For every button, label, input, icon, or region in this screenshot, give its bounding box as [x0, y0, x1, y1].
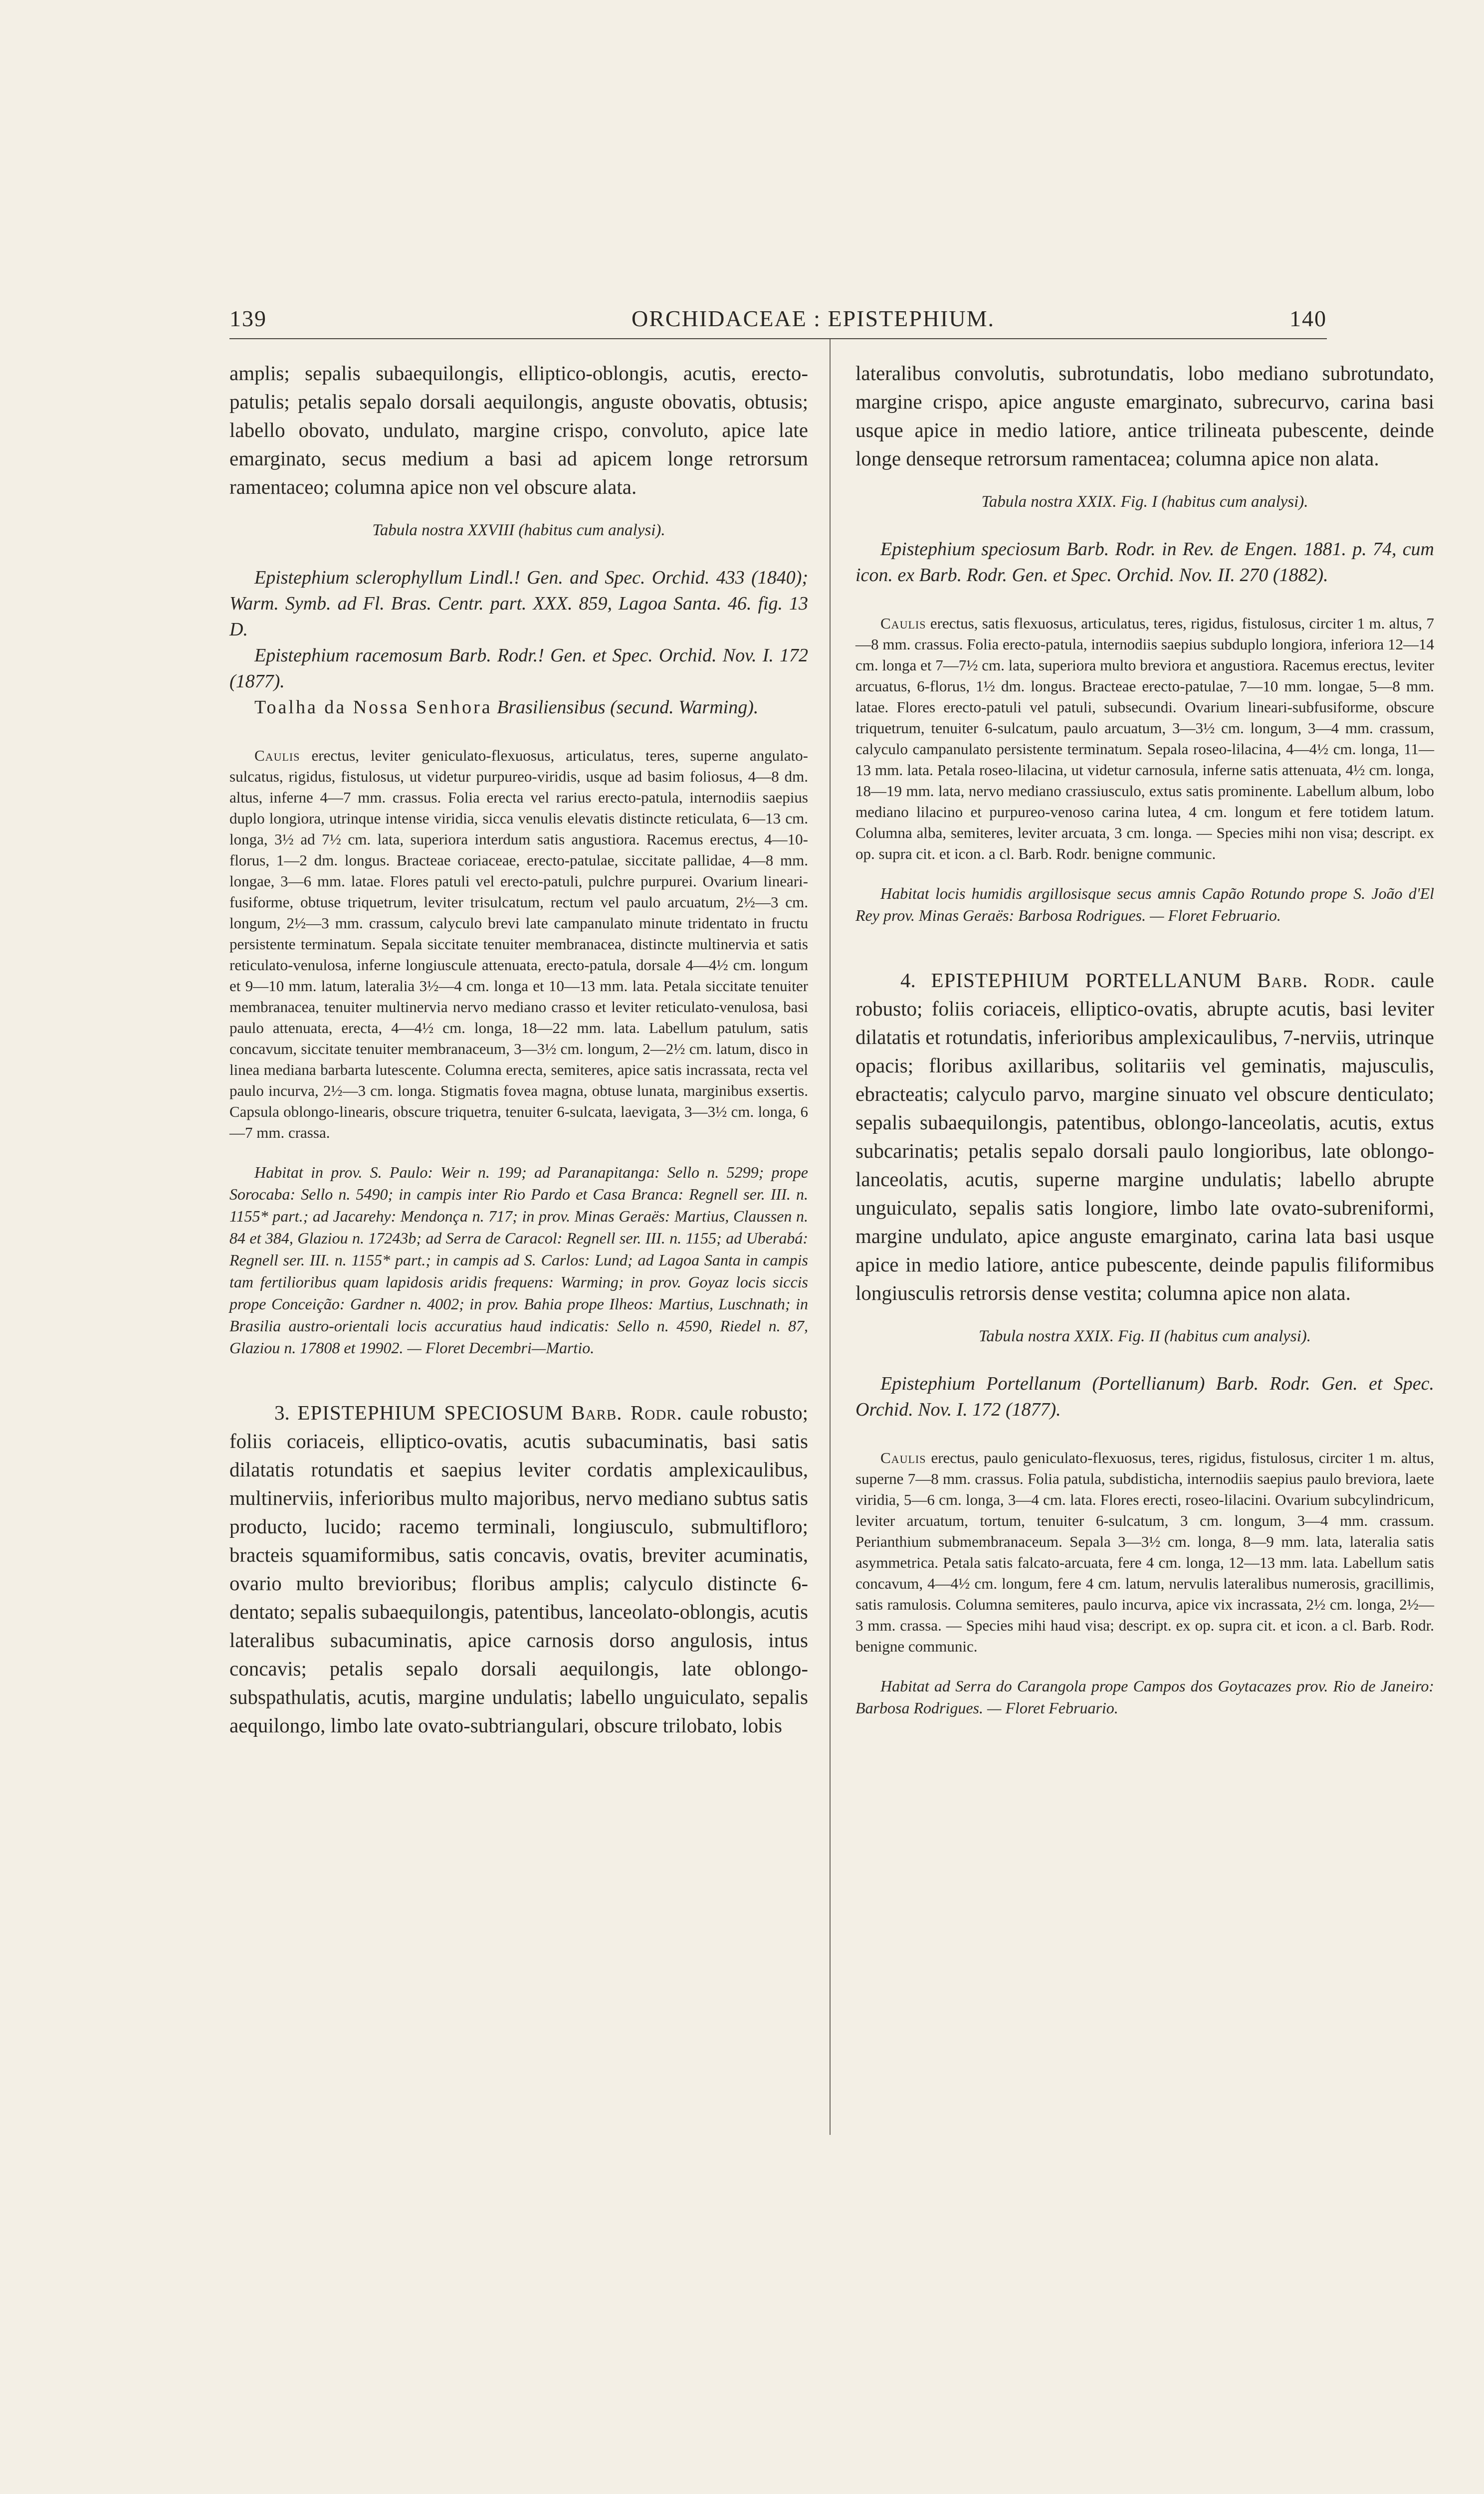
species-number: 3.: [274, 1401, 290, 1424]
plate-reference: Tabula nostra XXVIII (habitus cum analysi).: [372, 521, 665, 539]
vernacular-name-line: [229, 694, 808, 720]
morphological-description-3: [855, 1448, 1434, 1657]
habitat-localities-3: Habitat ad Serra do Carangola prope Campos dos Goytacazes prov. Rio de Janeiro: Barbosa Rodrigues. — Floret Februario.: [855, 1677, 1434, 1717]
description-lead: Caulis: [254, 747, 300, 764]
synonym-reference-2: Epistephium racemosum Barb. Rodr.! Gen. et Spec. Orchid. Nov. I. 172 (1877).: [229, 645, 808, 692]
synonym-reference-4: Epistephium Portellanum (Portellianum) Barb. Rodr. Gen. et Spec. Orchid. Nov. I. 172 (1877).: [855, 1373, 1434, 1420]
page-header: [229, 299, 1327, 339]
species-3-heading: [229, 1399, 808, 1740]
description-text-3: erectus, paulo geniculato-flexuosus, teres, rigidus, fistulosus, circiter 1 m. altus, superne 7—8 mm. crassus. Folia patula, subdisticha, internodiis saepius paulo breviora, laete viridia, 5—6 cm. longa, 3—4 cm. lata. Flores erecti, roseo-lilacini. Ovarium subcylindricum, leviter arcuatum, tortum, tenuiter 6-sulcatum, 3 cm. longum, 3—4 mm. crassum. Perianthium submembranaceum. Sepala 3—3½ cm. longa, 8—9 mm. lata, lateralia satis asymmetrica. Petala satis falcato-arcuata, fere 4 cm. longa, 12—13 mm. lata. Labellum satis concavum, 4—4½ cm. longum, fere 4 cm. latum, nervulis lateralibus numerosis, gracillimis, satis ramulosis. Columna semiteres, paulo incurva, apice vix incrassata, 2½ cm. longa, 2½—3 mm. crassa. — Species mihi haud visa; descript. ex op. supra cit. et icon. a cl. Barb. Rodr. benigne communic.: [855, 1449, 1434, 1655]
plate-reference-1: Tabula nostra XXIX. Fig. I (habitus cum analysi).: [981, 493, 1308, 511]
description-text: erectus, leviter geniculato-flexuosus, articulatus, teres, superne angulato-sulcatus, rigidus, fistulosus, ut videtur purpureo-viridis, usque ad basim foliosus, 4—8 dm. altus, inferne 4—7 mm. crassus. Folia erecta vel rarius erecto-patula, internodiis saepius duplo longiora, utrinque intense viridia, sicca venulis elevatis distincte reticulata, 6—13 cm. longa, 3½ ad 7½ cm. lata, superiora interdum satis angustiora. Racemus erectus, 4—10-florus, 1—2 dm. longus. Bracteae coriaceae, erecto-patulae, siccitate pallidae, 4—8 mm. longae, 3—6 mm. latae. Flores patuli vel erecto-patuli, pulchre purpurei. Ovarium lineari-fusiforme, obtuse triquetrum, leviter trisulcatum, rectum vel paulo arcuatum, 2½—3 cm. longum, 2½—3 mm. crassum, calyculo brevi late campanulato minute tridentato in fructu persistente terminatum. Sepala siccitate tenuiter membranacea, distincte multinervia et satis reticulato-venulosa, inferne longiuscule attenuata, erecto-patula, dorsale 4—4½ cm. longum et 9—10 mm. latum, lateralia 3½—4 cm. longa et 10—13 mm. lata. Petala siccitate tenuiter membranacea, tenuiter multinervia nervo mediano crasso et leviter reticulato-venulosa, basi paulo attenuata, erecta, 4—4½ cm. longa, 18—22 mm. lata. Labellum patulum, satis concavum, siccitate tenuiter membranaceum, 3—3½ cm. longum, 2—2½ cm. latum, disco in linea mediana barbarta lutescente. Columna erecta, semiteres, apice satis incrassata, recta vel paulo incurva, 2½—3 cm. longa. Stigmatis fovea magna, obtuse lunata, marginibus exsertis. Capsula oblongo-linearis, obscure triquetra, tenuiter 6-sulcata, laevigata, 3—3½ cm. longa, 6—7 mm. crassa.: [229, 747, 808, 1141]
plate-reference-2: Tabula nostra XXIX. Fig. II (habitus cum analysi).: [978, 1327, 1311, 1345]
running-title: ORCHIDACEAE : EPISTEPHIUM.: [632, 306, 995, 331]
synonym-reference-1: Epistephium sclerophyllum Lindl.! Gen. and Spec. Orchid. 433 (1840); Warm. Symb. ad Fl. Bras. Centr. part. XXX. 859, Lagoa Santa. 46. fig. 13 D.: [229, 567, 808, 640]
species-2-description-end: amplis; sepalis subaequilongis, elliptico-oblongis, acutis, erecto-patulis; petalis sepalo dorsali aequilongis, anguste obovatis, obtusis; labello obovato, undulato, margine crispo, convoluto, apice late emarginato, secus medium a basi ad apicem longe retrorsum ramentaceo; columna apice non vel obscure alata.: [229, 362, 808, 498]
species-3-description-end: lateralibus convolutis, subrotundatis, lobo mediano subrotundato, margine crispo, apice anguste emarginato, subrecurvo, carina basi usque apice in medio latiore, antice trilineata pubescente, deinde longe denseque retrorsum ramentacea; columna apice non alata.: [855, 362, 1434, 470]
vernacular-source: Brasiliensibus (secund. Warming).: [497, 697, 759, 718]
description-text-2: erectus, satis flexuosus, articulatus, teres, rigidus, fistulosus, circiter 1 m. altus, 7—8 mm. crassus. Folia erecto-patula, internodiis saepius subduplo longiora, inferiora 12—14 cm. longa et 7—7½ cm. lata, superiora multo breviora et angustiora. Racemus erectus, leviter arcuatus, 6-florus, 1½ dm. longus. Bracteae erecto-patulae, 7—10 mm. longae, 5—8 mm. latae. Flores erecto-patuli vel patuli, subsecundi. Ovarium lineari-subfusiforme, obscure triquetrum, tenuiter 6-sulcatum, paulo arcuatum, 3—3½ cm. longum, 3—4 mm. crassum, calyculo campanulato persistente terminatum. Sepala roseo-lilacina, 4—4½ cm. longa, 11—13 mm. lata. Petala roseo-lilacina, ut videtur carnosula, inferne satis attenuata, 4½ cm. longa, 18—19 mm. lata, nervo mediano crassiusculo, extus satis prominente. Labellum album, lobo mediano lilacino et purpureo-venoso carina lutea, 4 cm. longum et fere totidem latum. Columna alba, semiteres, leviter arcuata, 3 cm. longa. — Species mihi non visa; descript. ex op. supra cit. et icon. a cl. Barb. Rodr. benigne communic.: [855, 615, 1434, 862]
species-diagnosis: caule robusto; foliis coriaceis, elliptico-ovatis, acutis subacuminatis, basi satis dilatatis rotundatis et saepius leviter cordatis amplexicaulibus, multinerviis, inferioribus multo majoribus, nervo mediano subtus satis producto, lucido; racemo terminali, longiusculo, submultifloro; bracteis squamiformibus, satis concavis, ovatis, breviter acuminatis, ovario multo brevioribus; floribus amplis; calyculo distincte 6-dentato; sepalis subaequilongis, patentibus, lanceolato-oblongis, acutis lateralibus subacuminatis, apice carnosis dorso angulosis, intus concavis; petalis sepalo dorsali aequilongis, late oblongo-subspathulatis, acutis, margine undulatis; labello unguiculato, sepalis aequilongo, limbo late ovato-subtriangulari, obscure trilobato, lobis: [229, 1401, 808, 1737]
morphological-description: [229, 745, 808, 1143]
right-column: [855, 359, 1434, 1759]
species-name-4: EPISTEPHIUM PORTELLANUM: [931, 969, 1242, 992]
synonym-reference-3: Epistephium speciosum Barb. Rodr. in Rev. de Engen. 1881. p. 74, cum icon. ex Barb. Rodr. Gen. et Spec. Orchid. Nov. II. 270 (1882).: [855, 539, 1434, 586]
description-lead-2: Caulis: [880, 615, 926, 632]
habitat-localities: Habitat in prov. S. Paulo: Weir n. 199; ad Paranapitanga: Sello n. 5299; prope Sorocaba: Sello n. 5490; in campis inter Rio Pardo et Casa Branca: Regnell ser. III. n. 1155* part.; ad Jacarehy: Mendonça n. 717; in prov. Minas Geraës: Martius, Claussen n. 84 et 384, Glaziou n. 17243b; ad Serra de Caracol: Regnell ser. III. n. 1155; ad Uberabá: Regnell ser. III. n. 1155* part.; in campis ad S. Carlos: Lund; ad Lagoa Santa in campis tam fertilioribus quam lapidosis aridis frequens: Warming; in prov. Goyaz locis siccis prope Conceição: Gardner n. 4002; in prov. Bahia prope Ilheos: Martius, Luschnath; in Brasilia austro-orientali locis accuratius haud indicatis: Sello n. 4590, Riedel n. 87, Glaziou n. 17808 et 19902. — Floret Decembri—Martio.: [229, 1163, 808, 1357]
species-author-4: Barb. Rodr.: [1257, 969, 1376, 992]
species-author: Barb. Rodr.: [571, 1401, 682, 1424]
species-4-heading: [855, 966, 1434, 1307]
description-lead-3: Caulis: [880, 1449, 926, 1466]
left-column: [229, 359, 808, 1760]
page-number-right: 140: [1289, 306, 1327, 331]
species-number-4: 4.: [900, 969, 916, 992]
habitat-localities-2: Habitat locis humidis argillosisque secus amnis Capão Rotundo prope S. João d'El Rey prov. Minas Geraës: Barbosa Rodrigues. — Floret Februario.: [855, 884, 1434, 924]
morphological-description-2: [855, 613, 1434, 864]
species-diagnosis-4: caule robusto; foliis coriaceis, elliptico-ovatis, abrupte acutis, basi leviter dilatatis et rotundatis, inferioribus amplexicaulibus, 7-nerviis, utrinque opacis; floribus axillaribus, solitariis vel geminatis, majusculis, ebracteatis; calyculo parvo, margine sinuato vel obscure denticulato; sepalis subaequilongis, patentibus, oblongo-lanceolatis, acutis, extus subcarinatis; petalis sepalo dorsali paulo longioribus, late oblongo-lanceolatis, acutis, superne margine undulatis; labello abrupte unguiculato, sepalis satis longiore, limbo late ovato-subreniformi, margine undulato, apice anguste emarginato, carina lata basi usque apice in medio latiore, antice pubescente, deinde papulis filiformibus longiusculis retrorsis dense vestita; columna apice non alata.: [855, 969, 1435, 1304]
page-number-left: 139: [229, 306, 267, 331]
header-rule: [229, 338, 1327, 339]
species-name: EPISTEPHIUM SPECIOSUM: [297, 1401, 564, 1424]
vernacular-name: Toalha da Nossa Senhora: [254, 697, 492, 718]
column-divider: [830, 339, 831, 2135]
